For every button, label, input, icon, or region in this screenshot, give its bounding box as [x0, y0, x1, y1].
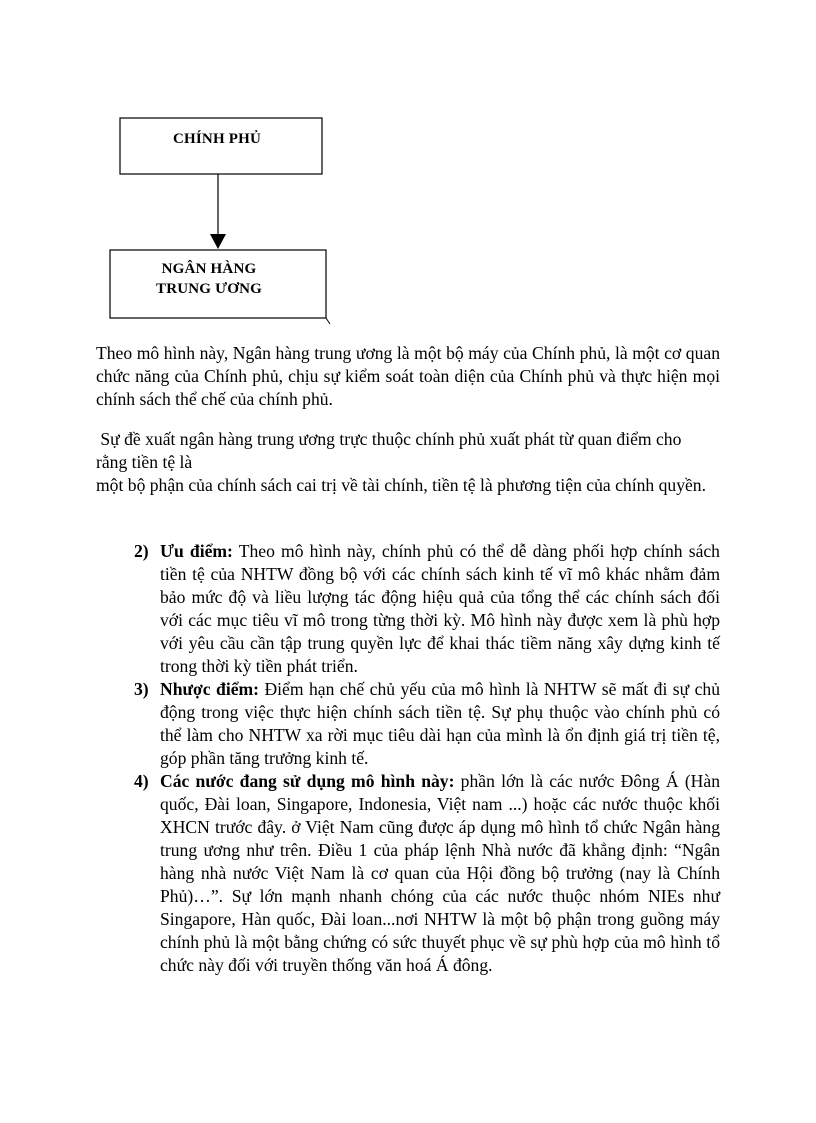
central-bank-label-line1: NGÂN HÀNG: [161, 261, 257, 277]
box-corner-mark: [326, 318, 330, 324]
government-label: CHÍNH PHỦ: [172, 131, 262, 147]
paragraph-policy: một bộ phận của chính sách cai trị về tài chính, tiền tệ là phương tiện của chính quyền.: [96, 475, 706, 495]
list-item: [96, 770, 720, 977]
numbered-list: [96, 540, 720, 977]
central-bank-label-line2: TRUNG ƯƠNG: [155, 281, 263, 297]
list-item: [96, 678, 720, 770]
paragraph-proposal: [96, 428, 720, 474]
org-diagram: [96, 112, 336, 332]
arrow-head-icon: [210, 234, 226, 249]
list-text: Điểm hạn chế chủ yếu của mô hình là NHTW sẽ mất đi sự chủ động trong việc thực hiện chính sách tiền tệ. Sự phụ thuộc vào chính phủ có thể làm cho NHTW xa rời mục tiêu dài hạn của mình là ổn định giá trị tiền tệ, góp phần tăng trưởng kinh tế.: [160, 679, 720, 768]
paragraph-model-description: Theo mô hình này, Ngân hàng trung ương là một bộ máy của Chính phủ, là một cơ quan chức năng của Chính phủ, chịu sự kiểm soát toàn diện của Chính phủ và thực hiện mọi chính sách thể chế của chính phủ.: [96, 343, 720, 409]
list-heading: Nhược điểm:: [160, 679, 260, 699]
list-heading: Ưu điểm:: [160, 541, 233, 561]
list-number: 3): [134, 679, 149, 699]
list-text: phần lớn là các nước Đông Á (Hàn quốc, Đài loan, Singapore, Indonesia, Việt nam ...) hoặc các nước thuộc khối XHCN trước đây. ở Việt Nam cũng được áp dụng mô hình tổ chức Ngân hàng trung ương như trên. Điều 1 của pháp lệnh Nhà nước đã khẳng định: “Ngân hàng nhà nước Việt Nam là cơ quan của Hội đồng bộ trưởng (nay là Chính Phủ)…”. Sự lớn mạnh nhanh chóng của các nước thuộc nhóm NIEs như Singapore, Hàn quốc, Đài loan...nơi NHTW là một bộ phận trong guồng máy chính phủ là một bằng chứng có sức thuyết phục về sự phù hợp của mô hình tổ chức này đối với truyền thống văn hoá Á đông.: [160, 771, 720, 975]
central-bank-label: [114, 259, 304, 299]
list-number: 4): [134, 771, 149, 791]
list-text: Theo mô hình này, chính phủ có thể dễ dàng phối hợp chính sách tiền tệ của NHTW đồng bộ với các chính sách kinh tế vĩ mô khác nhằm đảm bảo mức độ và liều lượng tác động hiệu quả của tổng thể các chính sách đối với các mục tiêu vĩ mô trong từng thời kỳ. Mô hình này được xem là phù hợp với yêu cầu cần tập trung quyền lực để khai thác tiềm năng xây dựng kinh tế trong thời kỳ tiền phát triển.: [160, 541, 720, 676]
list-heading: Các nước đang sử dụng mô hình này:: [160, 771, 455, 791]
paragraph-proposal-line1: Sự đề xuất ngân hàng trung ương trực thuộc chính phủ xuất phát từ quan điểm cho: [96, 429, 682, 449]
paragraph-proposal-line2: rằng tiền tệ là: [96, 452, 193, 472]
list-number: 2): [134, 541, 149, 561]
list-item: [96, 540, 720, 678]
